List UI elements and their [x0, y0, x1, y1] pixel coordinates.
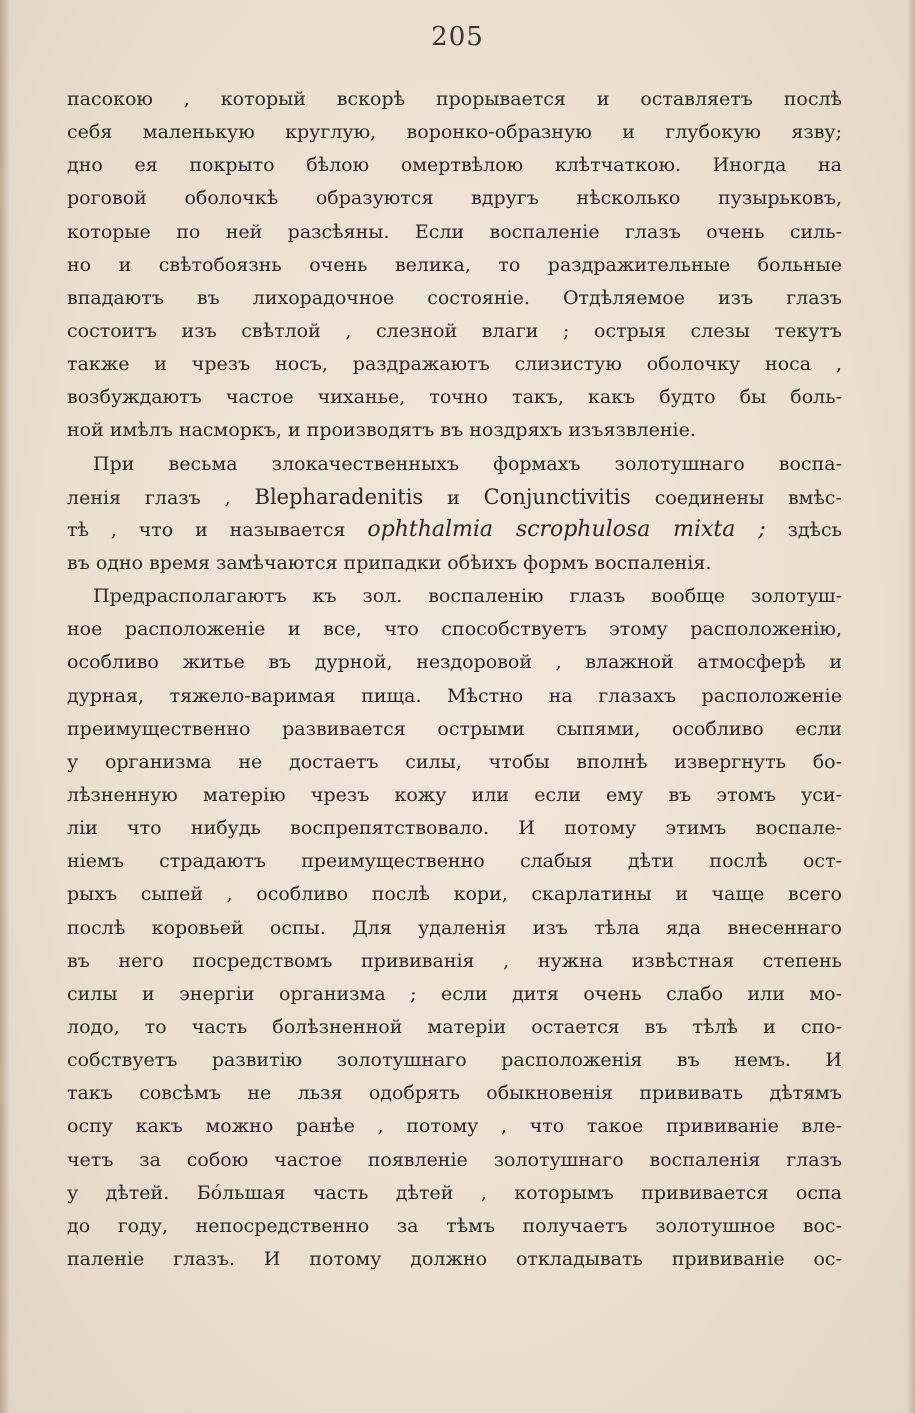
text-line: до году, непосредственно за тѣмъ получаетъ золотушное вос-	[67, 1214, 842, 1237]
text-line: рыхъ сыпей , особливо послѣ кори, скарлатины и чаще всего	[67, 883, 842, 906]
text-line: преимущественно развивается острыми сыпями, особливо если	[67, 717, 842, 740]
text-line: особливо житье въ дурной, нездоровой , влажной атмосферѣ и	[67, 651, 842, 674]
text-line: себя маленькую круглую, воронко-образную и глубокую язву;	[67, 121, 842, 144]
text-line: впадаютъ въ лихорадочное состояніе. Отдѣляемое изъ глазъ	[67, 286, 842, 309]
text-line: въ одно время замѣчаются припадки обѣихъ формъ воспаленія.	[67, 551, 712, 574]
text-line: лодо, то часть болѣзненной матеріи остается въ тѣлѣ и спо-	[67, 1015, 842, 1038]
text-line: у дѣтей. Бо́льшая часть дѣтей , которымъ прививается оспа	[67, 1181, 842, 1204]
text-line: лѣзненную матерію чрезъ кожу или если ему въ этомъ уси-	[67, 783, 842, 806]
text-line: пасокою , который вскорѣ прорывается и оставляетъ послѣ	[67, 88, 842, 110]
text-line: дурная, тяжело-варимая пища. Мѣстно на глазахъ расположеніе	[67, 684, 842, 707]
text-segment: соединены вмѣс-	[654, 486, 842, 509]
text-segment: здѣсь	[787, 518, 842, 541]
text-line: собствуетъ развитію золотушнаго расположенія въ немъ. И	[67, 1049, 842, 1072]
text-line: ной имѣлъ насморкъ, и производятъ въ ноздряхъ изъязвленіе.	[67, 419, 696, 442]
text-line: оспу какъ можно ранѣе , потому , что такое прививаніе вле-	[67, 1115, 842, 1138]
latin-term: Conjunctivitis	[483, 484, 631, 509]
text-line: Предрасполагаютъ къ зол. воспаленію глазъ вообще золотуш-	[93, 585, 842, 608]
text-segment: ленія глазъ ,	[67, 486, 231, 509]
page-edge-right	[907, 0, 915, 1413]
text-line: силы и энергіи организма ; если дитя очень слабо или мо-	[67, 982, 842, 1005]
text-line: въ него посредствомъ прививанія , нужна извѣстная степень	[67, 949, 842, 972]
text-line: ніемъ страдаютъ преимущественно слабыя дѣти послѣ ост-	[67, 850, 842, 873]
text-line: ліи что нибудь воспрепятствовало. И потому этимъ воспале-	[67, 817, 842, 840]
text-line: При весьма злокачественныхъ формахъ золотушнаго воспа-	[93, 452, 842, 475]
text-line: послѣ коровьей оспы. Для удаленія изъ тѣла яда внесеннаго	[67, 916, 842, 939]
text-line: роговой оболочкѣ образуются вдругъ нѣсколько пузырьковъ,	[67, 187, 842, 210]
body-text	[67, 84, 842, 1277]
italic-term: ophthalmia scrophulosa mixta ;	[367, 516, 766, 542]
text-line: ное расположеніе и все, что способствуетъ этому расположенію,	[67, 618, 842, 641]
text-line: также и чрезъ носъ, раздражаютъ слизистую оболочку носа ,	[67, 353, 842, 376]
text-line: но и свѣтобоязнь очень велика, то раздражительные больные	[67, 253, 842, 276]
text-line: паленіе глазъ. И потому должно откладывать прививаніе ос-	[67, 1247, 842, 1270]
text-line	[67, 515, 842, 545]
text-line: такъ совсѣмъ не льзя одобрять обыкновенія прививать дѣтямъ	[67, 1082, 842, 1105]
text-line	[67, 482, 842, 512]
page-edge-left	[0, 0, 10, 1413]
text-segment: тѣ , что и называется	[67, 518, 346, 541]
text-line: у организма не достаетъ силы, чтобы вполнѣ извергнуть бо-	[67, 750, 842, 773]
text-segment: и	[447, 486, 460, 509]
text-line: дно ея покрыто бѣлою омертвѣлою клѣтчаткою. Иногда на	[67, 154, 842, 177]
text-line: четъ за собою частое появленіе золотушнаго воспаленія глазъ	[67, 1148, 842, 1171]
text-line: состоитъ изъ свѣтлой , слезной влаги ; острыя слезы текутъ	[67, 319, 842, 342]
text-line: возбуждаютъ частое чиханье, точно такъ, какъ будто бы боль-	[67, 386, 842, 409]
page-number: 205	[431, 22, 484, 52]
text-line: которые по ней разсѣяны. Если воспаленіе глазъ очень силь-	[67, 220, 842, 243]
latin-term: Blepharadenitis	[254, 484, 424, 509]
